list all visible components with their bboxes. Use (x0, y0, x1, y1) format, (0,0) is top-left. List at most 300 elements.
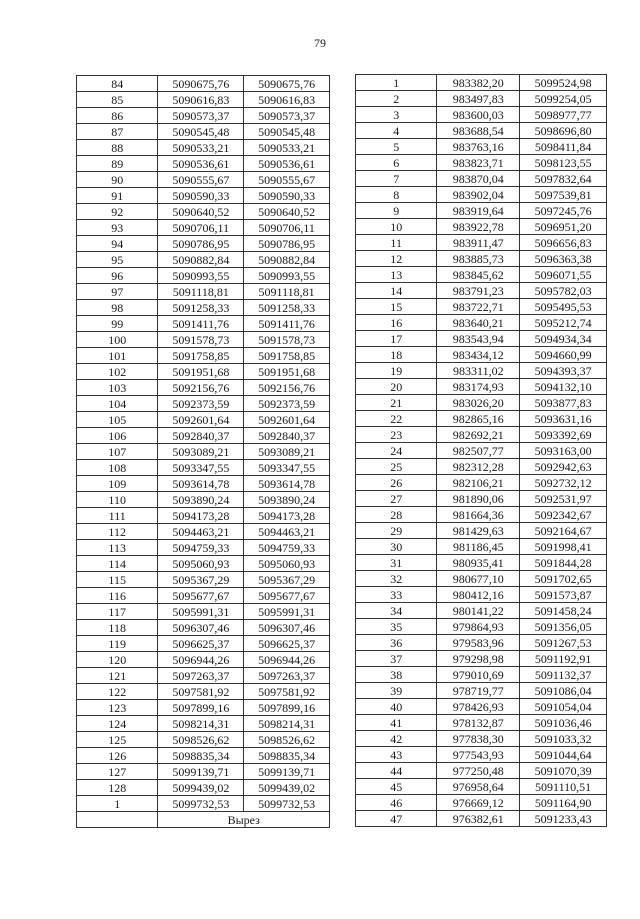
coordinate-x-cell: 983823,71 (437, 155, 520, 171)
point-number-cell: 33 (356, 587, 437, 603)
table-row (77, 540, 330, 556)
table-row (77, 524, 330, 540)
coordinate-y-cell: 5090573,37 (244, 108, 330, 124)
coordinate-y-cell: 5091192,91 (520, 651, 607, 667)
table-row (356, 731, 607, 747)
point-number-cell: 121 (77, 668, 158, 684)
coordinate-y-cell: 5096944,26 (244, 652, 330, 668)
point-number-cell: 40 (356, 699, 437, 715)
point-number-cell: 92 (77, 204, 158, 220)
coordinate-y-cell: 5097263,37 (244, 668, 330, 684)
point-number-cell: 38 (356, 667, 437, 683)
point-number-cell: 89 (77, 156, 158, 172)
table-row (356, 683, 607, 699)
point-number-cell: 31 (356, 555, 437, 571)
coordinate-x-cell: 5090706,11 (158, 220, 244, 236)
point-number-cell: 36 (356, 635, 437, 651)
point-number-cell: 87 (77, 124, 158, 140)
coordinate-x-cell: 983845,62 (437, 267, 520, 283)
coordinate-x-cell: 981664,36 (437, 507, 520, 523)
coordinate-x-cell: 5090640,52 (158, 204, 244, 220)
point-number-cell: 86 (77, 108, 158, 124)
coordinate-x-cell: 980935,41 (437, 555, 520, 571)
coordinate-x-cell: 976382,61 (437, 811, 520, 827)
coordinate-y-cell: 5091044,64 (520, 747, 607, 763)
coordinate-x-cell: 5090675,76 (158, 76, 244, 92)
coordinate-x-cell: 983763,16 (437, 139, 520, 155)
point-number-cell: 88 (77, 140, 158, 156)
point-number-cell: 18 (356, 347, 437, 363)
point-number-cell: 115 (77, 572, 158, 588)
point-number-cell: 45 (356, 779, 437, 795)
table-row (356, 603, 607, 619)
coordinate-x-cell: 5092373,59 (158, 396, 244, 412)
coordinate-x-cell: 981890,06 (437, 491, 520, 507)
coordinate-y-cell: 5090616,83 (244, 92, 330, 108)
coordinate-y-cell: 5097245,76 (520, 203, 607, 219)
coordinate-x-cell: 5098526,62 (158, 732, 244, 748)
coordinate-x-cell: 983640,21 (437, 315, 520, 331)
coordinate-x-cell: 981186,45 (437, 539, 520, 555)
table-row (77, 252, 330, 268)
point-number-cell: 14 (356, 283, 437, 299)
coordinate-x-cell: 5099439,02 (158, 780, 244, 796)
coordinate-y-cell: 5090555,67 (244, 172, 330, 188)
table-row (356, 715, 607, 731)
table-row (356, 107, 607, 123)
point-number-cell: 113 (77, 540, 158, 556)
coordinate-y-cell: 5094132,10 (520, 379, 607, 395)
coordinate-y-cell: 5093089,21 (244, 444, 330, 460)
coordinate-x-cell: 5090786,95 (158, 236, 244, 252)
coordinate-y-cell: 5092373,59 (244, 396, 330, 412)
coordinate-y-cell: 5090533,21 (244, 140, 330, 156)
coordinate-y-cell: 5096363,38 (520, 251, 607, 267)
coordinate-x-cell: 982312,28 (437, 459, 520, 475)
point-number-cell: 42 (356, 731, 437, 747)
table-row (356, 699, 607, 715)
point-number-cell: 100 (77, 332, 158, 348)
table-row (77, 588, 330, 604)
point-number-cell: 32 (356, 571, 437, 587)
table-row (77, 716, 330, 732)
table-row (77, 476, 330, 492)
table-row (356, 475, 607, 491)
table-row (77, 604, 330, 620)
table-row (77, 92, 330, 108)
point-number-cell: 43 (356, 747, 437, 763)
coordinate-y-cell: 5097539,81 (520, 187, 607, 203)
coordinate-x-cell: 983174,93 (437, 379, 520, 395)
table-row (356, 411, 607, 427)
coordinate-y-cell: 5091086,04 (520, 683, 607, 699)
coordinate-x-cell: 5090616,83 (158, 92, 244, 108)
table-row (356, 379, 607, 395)
coordinate-y-cell: 5091033,32 (520, 731, 607, 747)
point-number-cell: 118 (77, 620, 158, 636)
coordinate-y-cell: 5093347,55 (244, 460, 330, 476)
coordinate-x-cell: 5099732,53 (158, 796, 244, 812)
table-row (356, 651, 607, 667)
table-row (77, 268, 330, 284)
coordinate-y-cell: 5099139,71 (244, 764, 330, 780)
coordinate-x-cell: 5096944,26 (158, 652, 244, 668)
table-row (356, 347, 607, 363)
point-number-cell: 1 (77, 796, 158, 812)
coordinate-x-cell: 5091758,85 (158, 348, 244, 364)
coordinate-y-cell: 5098696,80 (520, 123, 607, 139)
point-number-cell: 97 (77, 284, 158, 300)
coordinate-y-cell: 5091758,85 (244, 348, 330, 364)
coordinate-x-cell: 5099139,71 (158, 764, 244, 780)
table-row (77, 444, 330, 460)
coordinate-y-cell: 5096625,37 (244, 636, 330, 652)
table-row (356, 75, 607, 91)
coordinate-x-cell: 983885,73 (437, 251, 520, 267)
coordinate-y-cell: 5095991,31 (244, 604, 330, 620)
coordinate-x-cell: 5090545,48 (158, 124, 244, 140)
coordinate-y-cell: 5092164,67 (520, 523, 607, 539)
point-number-cell: 122 (77, 684, 158, 700)
coordinate-y-cell: 5092840,37 (244, 428, 330, 444)
point-number-cell: 96 (77, 268, 158, 284)
coordinate-y-cell: 5099254,05 (520, 91, 607, 107)
point-number-cell: 125 (77, 732, 158, 748)
coordinate-x-cell: 5090993,55 (158, 268, 244, 284)
point-number-cell: 17 (356, 331, 437, 347)
coordinate-x-cell: 5098214,31 (158, 716, 244, 732)
coordinate-x-cell: 5098835,34 (158, 748, 244, 764)
coordinate-x-cell: 983311,02 (437, 363, 520, 379)
point-number-cell: 25 (356, 459, 437, 475)
coordinate-x-cell: 983543,94 (437, 331, 520, 347)
coordinate-x-cell: 982106,21 (437, 475, 520, 491)
table-row (77, 236, 330, 252)
coordinate-x-cell: 5091411,76 (158, 316, 244, 332)
table-row (356, 779, 607, 795)
table-row (356, 667, 607, 683)
coordinate-y-cell: 5090545,48 (244, 124, 330, 140)
coordinate-y-cell: 5097581,92 (244, 684, 330, 700)
table-row (77, 700, 330, 716)
table-row (356, 459, 607, 475)
coordinate-y-cell: 5098214,31 (244, 716, 330, 732)
coordinate-x-cell: 976958,64 (437, 779, 520, 795)
point-number-cell: 21 (356, 395, 437, 411)
coordinate-y-cell: 5091036,46 (520, 715, 607, 731)
table-row (356, 235, 607, 251)
table-row (356, 747, 607, 763)
coordinate-x-cell: 980141,22 (437, 603, 520, 619)
point-number-cell: 46 (356, 795, 437, 811)
point-number-cell: 1 (356, 75, 437, 91)
coordinate-x-cell: 5095991,31 (158, 604, 244, 620)
coordinate-y-cell: 5091573,87 (520, 587, 607, 603)
point-number-cell: 24 (356, 443, 437, 459)
coordinate-y-cell: 5091132,37 (520, 667, 607, 683)
coordinate-y-cell: 5096656,83 (520, 235, 607, 251)
point-number-cell: 106 (77, 428, 158, 444)
coordinate-x-cell: 982692,21 (437, 427, 520, 443)
point-number-cell: 20 (356, 379, 437, 395)
table-row (77, 748, 330, 764)
table-row (356, 331, 607, 347)
coordinate-y-cell: 5090640,52 (244, 204, 330, 220)
coordinate-x-cell: 5092601,64 (158, 412, 244, 428)
coordinate-x-cell: 5096625,37 (158, 636, 244, 652)
table-row (77, 684, 330, 700)
point-number-cell: 27 (356, 491, 437, 507)
coordinate-x-cell: 983902,04 (437, 187, 520, 203)
coordinate-y-cell: 5091951,68 (244, 364, 330, 380)
coordinate-x-cell: 978426,93 (437, 699, 520, 715)
table-row (356, 187, 607, 203)
coordinate-y-cell: 5091356,05 (520, 619, 607, 635)
point-number-cell: 2 (356, 91, 437, 107)
table-row (77, 412, 330, 428)
coordinate-x-cell: 5091258,33 (158, 300, 244, 316)
coordinate-y-cell: 5092156,76 (244, 380, 330, 396)
point-number-cell: 93 (77, 220, 158, 236)
table-row (356, 267, 607, 283)
table-row (77, 668, 330, 684)
coordinate-y-cell: 5097899,16 (244, 700, 330, 716)
table-row (356, 523, 607, 539)
coordinate-x-cell: 5090573,37 (158, 108, 244, 124)
table-row (77, 156, 330, 172)
point-number-cell: 47 (356, 811, 437, 827)
table-row (356, 507, 607, 523)
point-number-cell: 94 (77, 236, 158, 252)
table-row (356, 571, 607, 587)
coordinate-x-cell: 5097899,16 (158, 700, 244, 716)
coordinate-x-cell: 983382,20 (437, 75, 520, 91)
table-row (356, 171, 607, 187)
coordinate-y-cell: 5091070,39 (520, 763, 607, 779)
table-row (77, 316, 330, 332)
point-number-cell: 101 (77, 348, 158, 364)
point-number-cell: 103 (77, 380, 158, 396)
coordinate-y-cell: 5092732,12 (520, 475, 607, 491)
point-number-cell: 127 (77, 764, 158, 780)
coordinate-x-cell: 5095677,67 (158, 588, 244, 604)
coordinate-y-cell: 5092342,67 (520, 507, 607, 523)
table-row (77, 364, 330, 380)
coordinate-y-cell: 5094463,21 (244, 524, 330, 540)
coordinate-y-cell: 5099439,02 (244, 780, 330, 796)
point-number-cell: 102 (77, 364, 158, 380)
point-number-cell: 105 (77, 412, 158, 428)
coordinate-x-cell: 5091951,68 (158, 364, 244, 380)
coordinate-y-cell: 5090590,33 (244, 188, 330, 204)
point-number-cell: 112 (77, 524, 158, 540)
point-number-cell: 39 (356, 683, 437, 699)
point-number-cell: 6 (356, 155, 437, 171)
coordinate-x-cell: 5093614,78 (158, 476, 244, 492)
point-number-cell: 107 (77, 444, 158, 460)
table-row (77, 204, 330, 220)
table-row (356, 299, 607, 315)
point-number-cell: 120 (77, 652, 158, 668)
point-number-cell: 4 (356, 123, 437, 139)
point-number-cell: 3 (356, 107, 437, 123)
coordinate-y-cell: 5090786,95 (244, 236, 330, 252)
table-row (356, 363, 607, 379)
point-number-cell: 99 (77, 316, 158, 332)
table-row (77, 108, 330, 124)
table-row (356, 427, 607, 443)
point-number-cell: 110 (77, 492, 158, 508)
coordinate-x-cell: 5097263,37 (158, 668, 244, 684)
coordinate-x-cell: 978132,87 (437, 715, 520, 731)
point-number-cell: 95 (77, 252, 158, 268)
table-row (77, 428, 330, 444)
coordinate-x-cell: 976669,12 (437, 795, 520, 811)
table-row (356, 555, 607, 571)
table-row (77, 188, 330, 204)
coordinate-x-cell: 982507,77 (437, 443, 520, 459)
table-row (356, 91, 607, 107)
coordinate-y-cell: 5095060,93 (244, 556, 330, 572)
point-number-cell: 15 (356, 299, 437, 315)
table-footer-row (77, 812, 330, 828)
table-row (356, 619, 607, 635)
coordinate-x-cell: 5093089,21 (158, 444, 244, 460)
point-number-cell: 109 (77, 476, 158, 492)
coordinate-x-cell: 983688,54 (437, 123, 520, 139)
coordinate-x-cell: 5095060,93 (158, 556, 244, 572)
coordinate-x-cell: 979864,93 (437, 619, 520, 635)
coordinate-y-cell: 5095367,29 (244, 572, 330, 588)
table-row (356, 443, 607, 459)
coordinate-x-cell: 983722,71 (437, 299, 520, 315)
point-number-cell: 126 (77, 748, 158, 764)
table-row (356, 283, 607, 299)
table-row (356, 635, 607, 651)
table-row (356, 139, 607, 155)
coordinate-x-cell: 5090533,21 (158, 140, 244, 156)
point-number-cell: 37 (356, 651, 437, 667)
coordinate-y-cell: 5095782,03 (520, 283, 607, 299)
coordinate-y-cell: 5095495,53 (520, 299, 607, 315)
table-row (77, 572, 330, 588)
coordinate-y-cell: 5098977,77 (520, 107, 607, 123)
coordinate-y-cell: 5099524,98 (520, 75, 607, 91)
table-row (77, 76, 330, 92)
coordinate-y-cell: 5093392,69 (520, 427, 607, 443)
coordinate-x-cell: 5090590,33 (158, 188, 244, 204)
coordinate-x-cell: 983434,12 (437, 347, 520, 363)
coordinate-x-cell: 983600,03 (437, 107, 520, 123)
table-row (356, 155, 607, 171)
table-row (77, 780, 330, 796)
table-row (77, 460, 330, 476)
point-number-cell: 90 (77, 172, 158, 188)
coordinate-x-cell: 979010,69 (437, 667, 520, 683)
cutout-label: Вырез (158, 812, 330, 828)
coordinate-y-cell: 5091458,24 (520, 603, 607, 619)
coordinate-x-cell: 5093890,24 (158, 492, 244, 508)
coordinate-y-cell: 5093163,00 (520, 443, 607, 459)
point-number-cell: 23 (356, 427, 437, 443)
point-number-cell: 7 (356, 171, 437, 187)
coordinate-x-cell: 979583,96 (437, 635, 520, 651)
coordinate-x-cell: 982865,16 (437, 411, 520, 427)
coordinate-x-cell: 983870,04 (437, 171, 520, 187)
table-row (356, 219, 607, 235)
table-row (77, 140, 330, 156)
coordinate-y-cell: 5090993,55 (244, 268, 330, 284)
point-number-cell: 108 (77, 460, 158, 476)
coordinate-x-cell: 983026,20 (437, 395, 520, 411)
table-row (77, 556, 330, 572)
coordinate-y-cell: 5095212,74 (520, 315, 607, 331)
table-row (356, 587, 607, 603)
coordinate-x-cell: 5096307,46 (158, 620, 244, 636)
coordinate-x-cell: 983919,64 (437, 203, 520, 219)
coordinates-table-right (355, 74, 607, 827)
coordinate-y-cell: 5091164,90 (520, 795, 607, 811)
table-row (77, 284, 330, 300)
coordinate-x-cell: 983922,78 (437, 219, 520, 235)
coordinate-y-cell: 5096071,55 (520, 267, 607, 283)
point-number-cell: 29 (356, 523, 437, 539)
coordinate-x-cell: 978719,77 (437, 683, 520, 699)
coordinate-y-cell: 5092601,64 (244, 412, 330, 428)
coordinate-y-cell: 5098835,34 (244, 748, 330, 764)
coordinate-x-cell: 5092840,37 (158, 428, 244, 444)
coordinate-y-cell: 5094173,28 (244, 508, 330, 524)
table-row (77, 732, 330, 748)
coordinate-x-cell: 5095367,29 (158, 572, 244, 588)
point-number-cell: 12 (356, 251, 437, 267)
coordinate-x-cell: 5094759,33 (158, 540, 244, 556)
table-row (77, 652, 330, 668)
coordinate-y-cell: 5090882,84 (244, 252, 330, 268)
table-row (77, 220, 330, 236)
coordinates-table-left (76, 75, 330, 828)
point-number-cell: 41 (356, 715, 437, 731)
coordinate-x-cell: 5093347,55 (158, 460, 244, 476)
point-number-cell: 98 (77, 300, 158, 316)
point-number-cell: 9 (356, 203, 437, 219)
coordinate-y-cell: 5091998,41 (520, 539, 607, 555)
point-number-cell: 85 (77, 92, 158, 108)
table-row (77, 172, 330, 188)
coordinate-x-cell: 5090882,84 (158, 252, 244, 268)
table-row (356, 811, 607, 827)
coordinate-x-cell: 5094463,21 (158, 524, 244, 540)
coordinate-y-cell: 5096951,20 (520, 219, 607, 235)
coordinate-x-cell: 977838,30 (437, 731, 520, 747)
coordinate-y-cell: 5091258,33 (244, 300, 330, 316)
point-number-cell: 28 (356, 507, 437, 523)
coordinate-y-cell: 5091054,04 (520, 699, 607, 715)
coordinate-y-cell: 5098526,62 (244, 732, 330, 748)
coordinate-y-cell: 5091233,43 (520, 811, 607, 827)
table-row (77, 508, 330, 524)
coordinate-x-cell: 5090536,61 (158, 156, 244, 172)
coordinate-x-cell: 5097581,92 (158, 684, 244, 700)
point-number-cell: 123 (77, 700, 158, 716)
point-number-cell: 13 (356, 267, 437, 283)
table-row (356, 251, 607, 267)
coordinate-x-cell: 5091118,81 (158, 284, 244, 300)
point-number-cell: 128 (77, 780, 158, 796)
point-number-cell: 117 (77, 604, 158, 620)
coordinate-y-cell: 5091411,76 (244, 316, 330, 332)
coordinate-y-cell: 5093614,78 (244, 476, 330, 492)
